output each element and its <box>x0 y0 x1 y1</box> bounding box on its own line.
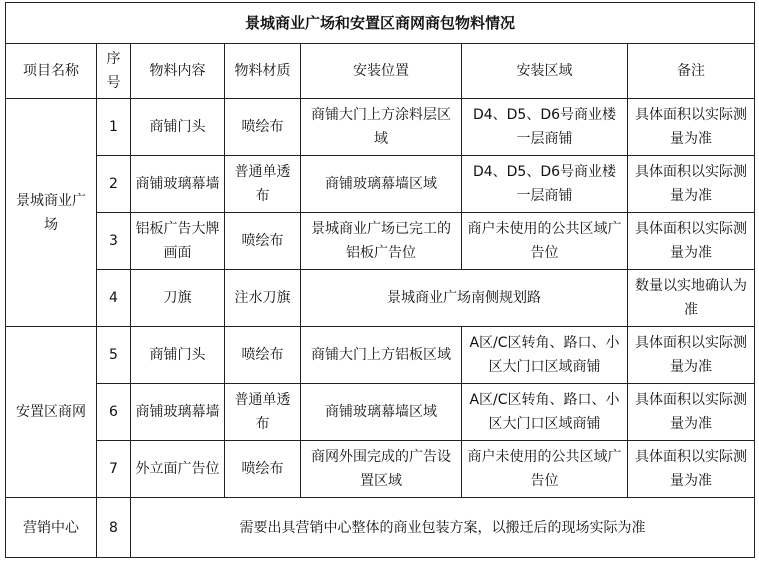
row-location: 商网外围完成的广告设置区域 <box>301 441 462 498</box>
row-area: A区/C区转角、路口、小区大门口区域商铺 <box>462 327 628 384</box>
row-seq: 2 <box>97 156 131 213</box>
row-location: 商铺玻璃幕墙区域 <box>301 384 462 441</box>
row-location: 景城商业广场已完工的铝板广告位 <box>301 213 462 270</box>
row-content: 商铺玻璃幕墙 <box>131 156 225 213</box>
row-content: 铝板广告大牌画面 <box>131 213 225 270</box>
row-material: 注水刀旗 <box>225 270 301 327</box>
table-row <box>6 327 755 384</box>
header-content: 物料内容 <box>131 44 225 99</box>
table-row <box>6 213 755 270</box>
row-material: 喷绘布 <box>225 441 301 498</box>
row-location: 景城商业广场南侧规划路 <box>301 270 628 327</box>
row-note: 具体面积以实际测量为准 <box>628 384 755 441</box>
row-note: 数量以实地确认为准 <box>628 270 755 327</box>
header-area: 安装区域 <box>462 44 628 99</box>
row-area: D4、D5、D6号商业楼一层商铺 <box>462 156 628 213</box>
table-title: 景城商业广场和安置区商网商包物料情况 <box>6 3 755 44</box>
row-seq: 3 <box>97 213 131 270</box>
row-content: 商铺门头 <box>131 99 225 156</box>
row-note: 具体面积以实际测量为准 <box>628 99 755 156</box>
header-seq: 序号 <box>97 44 131 99</box>
row-seq: 4 <box>97 270 131 327</box>
row-material: 喷绘布 <box>225 213 301 270</box>
header-location: 安装位置 <box>301 44 462 99</box>
table-row <box>6 498 755 558</box>
header-project-name: 项目名称 <box>6 44 97 99</box>
table-row <box>6 270 755 327</box>
row-area: 商户未使用的公共区域广告位 <box>462 213 628 270</box>
row-material: 普通单透布 <box>225 156 301 213</box>
row-material: 喷绘布 <box>225 99 301 156</box>
header-material: 物料材质 <box>225 44 301 99</box>
row-note: 具体面积以实际测量为准 <box>628 441 755 498</box>
group-name: 景城商业广场 <box>6 99 97 327</box>
row-seq: 8 <box>97 498 131 558</box>
table-row <box>6 99 755 156</box>
row-location: 商铺大门上方铝板区域 <box>301 327 462 384</box>
row-content: 需要出具营销中心整体的商业包装方案，以搬迁后的现场实际为准 <box>131 498 755 558</box>
row-seq: 1 <box>97 99 131 156</box>
row-location: 商铺玻璃幕墙区域 <box>301 156 462 213</box>
row-note: 具体面积以实际测量为准 <box>628 327 755 384</box>
row-area: D4、D5、D6号商业楼一层商铺 <box>462 99 628 156</box>
group-name: 营销中心 <box>6 498 97 558</box>
row-area: A区/C区转角、路口、小区大门口区域商铺 <box>462 384 628 441</box>
row-note: 具体面积以实际测量为准 <box>628 213 755 270</box>
row-content: 商铺玻璃幕墙 <box>131 384 225 441</box>
row-location: 商铺大门上方涂料层区域 <box>301 99 462 156</box>
group-name: 安置区商网 <box>6 327 97 498</box>
row-seq: 7 <box>97 441 131 498</box>
row-material: 喷绘布 <box>225 327 301 384</box>
header-note: 备注 <box>628 44 755 99</box>
header-row <box>6 44 755 99</box>
row-content: 刀旗 <box>131 270 225 327</box>
materials-table <box>5 2 755 558</box>
row-note: 具体面积以实际测量为准 <box>628 156 755 213</box>
row-seq: 6 <box>97 384 131 441</box>
table-row <box>6 156 755 213</box>
table-row <box>6 441 755 498</box>
row-content: 外立面广告位 <box>131 441 225 498</box>
row-content: 商铺门头 <box>131 327 225 384</box>
table-row <box>6 384 755 441</box>
row-seq: 5 <box>97 327 131 384</box>
row-area: 商户未使用的公共区域广告位 <box>462 441 628 498</box>
row-material: 普通单透布 <box>225 384 301 441</box>
